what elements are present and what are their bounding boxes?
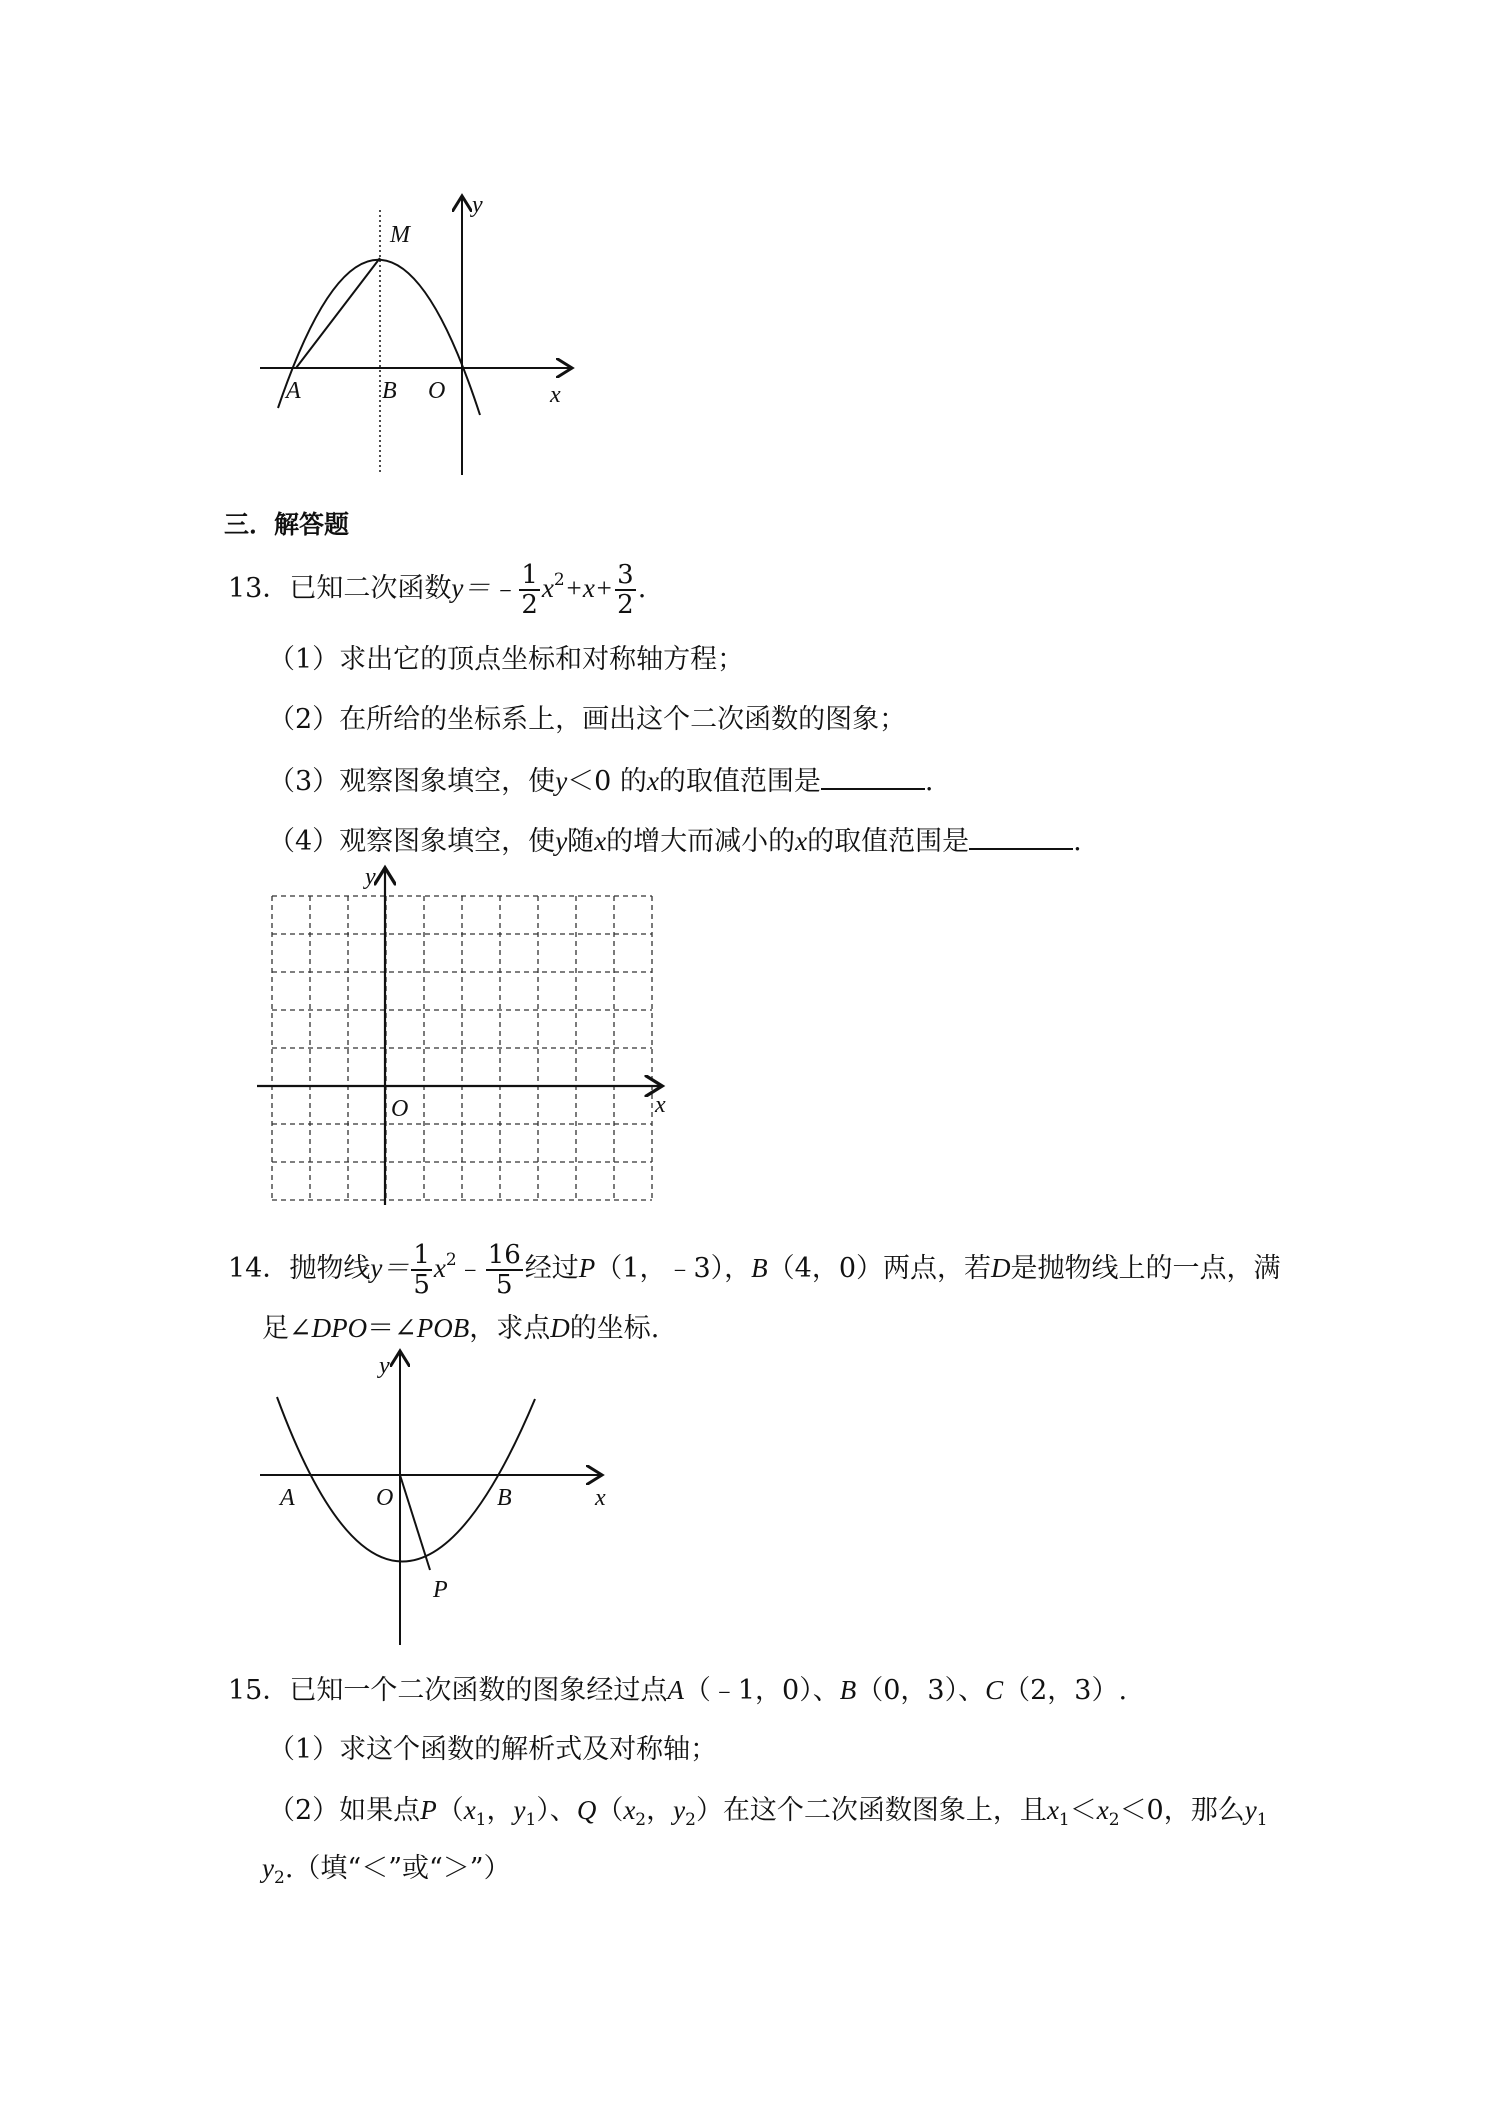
- q15-a: A: [667, 1675, 684, 1705]
- q14-line2-b: ＝∠: [367, 1313, 417, 1344]
- q14-b: B: [751, 1253, 768, 1283]
- q15-cx1-sub: 1: [1058, 1810, 1070, 1830]
- q15-a-coord: （﹣1，0）、: [683, 1675, 840, 1706]
- q13-part4-blank[interactable]: [969, 820, 1073, 850]
- q14-figure: [255, 1345, 625, 1650]
- q15-lt1: ＜: [1069, 1795, 1097, 1826]
- q15-part1: （1）求这个函数的解析式及对称轴；: [268, 1734, 718, 1765]
- segment-am: [296, 258, 380, 368]
- q14-segment-op: [400, 1475, 430, 1570]
- q14-pob: POB: [416, 1313, 470, 1343]
- q14-d: D: [991, 1253, 1011, 1283]
- q13-stem-text: 已知二次函数: [289, 573, 452, 604]
- grid-dashed-lines: [272, 896, 652, 1200]
- q13-term-x: x: [541, 573, 554, 603]
- label-a: A: [286, 378, 301, 404]
- label-b: B: [382, 378, 397, 404]
- q13-part4-end: .: [1073, 826, 1082, 857]
- q14-label-b: B: [497, 1485, 512, 1511]
- q15-line2: [262, 1848, 511, 1898]
- q15-line1: [228, 1670, 1127, 1711]
- q14-label-o: O: [376, 1485, 394, 1511]
- q14-line1: [228, 1240, 1281, 1299]
- q13-part4-x2: x: [795, 826, 808, 856]
- q15-line2-rest: .（填“＜”或“＞”）: [284, 1853, 511, 1884]
- label-x: x: [550, 382, 561, 408]
- q13-part4-d: 的取值范围是: [807, 826, 970, 857]
- q13-part4-b: 随: [567, 826, 595, 857]
- q15-lt2: ＜0，那么: [1119, 1795, 1245, 1826]
- q13-part3-a: （3）观察图象填空，使: [268, 766, 556, 797]
- q15-y1: y: [513, 1795, 526, 1825]
- q15-b-coord: （0，3）、: [856, 1675, 986, 1706]
- q15-line2-y: y: [262, 1853, 274, 1883]
- q13-end: .: [637, 573, 647, 604]
- q15-stem-a: 已知一个二次函数的图象经过点: [289, 1675, 668, 1706]
- q15-cx2: x: [1096, 1795, 1109, 1825]
- q15-part2-b: （: [436, 1795, 464, 1826]
- q14-term-sup: 2: [445, 1250, 457, 1270]
- q15-c-coord: （2，3）.: [1003, 1675, 1128, 1706]
- q15-y2-sub: 2: [685, 1810, 696, 1830]
- q13-frac-2-den: 2: [617, 589, 634, 620]
- label-m: M: [390, 222, 410, 248]
- q14-line2-d: 的坐标.: [569, 1313, 660, 1344]
- q13-part4-a: （4）观察图象填空，使: [268, 826, 556, 857]
- q14-p: P: [578, 1253, 596, 1283]
- q15-ry1-sub: 1: [1256, 1810, 1268, 1830]
- q15-part2-c: ）、: [536, 1795, 577, 1826]
- q14-p-coord: （1，﹣3），: [595, 1253, 752, 1284]
- q14-label-y: y: [379, 1353, 390, 1379]
- q15-part2: [268, 1790, 1268, 1840]
- q15-p: P: [420, 1795, 437, 1825]
- q14-frac-1-den: 5: [413, 1269, 430, 1300]
- q13-frac-2: [615, 561, 636, 619]
- q13-part4-c: 的增大而减小的: [606, 826, 796, 857]
- q15-y2: y: [673, 1795, 686, 1825]
- q15-q: Q: [576, 1795, 597, 1825]
- q13-term-sup: 2: [553, 570, 565, 590]
- q13-part4-x: x: [594, 826, 607, 856]
- q15-x1-sub: 1: [475, 1810, 487, 1830]
- q13-stem: [228, 560, 646, 619]
- q14-stem-c: 是抛物线上的一点，满: [1010, 1253, 1281, 1284]
- q15-x2-sub: 2: [635, 1810, 647, 1830]
- q14-stem-a: 抛物线: [289, 1253, 371, 1284]
- q14-stem-b: 经过: [524, 1253, 579, 1284]
- q13-part3: [268, 760, 934, 802]
- q15-part2-a: （2）如果点: [268, 1795, 421, 1826]
- q14-d2: D: [550, 1313, 570, 1343]
- q15-cx1: x: [1046, 1795, 1059, 1825]
- q14-frac-2-num: 16: [487, 1239, 521, 1270]
- q13-part3-y: y: [555, 766, 568, 796]
- q15-line2-sub: 2: [273, 1868, 285, 1888]
- q15-part2-e: ）在这个二次函数图象上，且: [695, 1795, 1047, 1826]
- q14-frac-1: [411, 1241, 432, 1299]
- q14-line2: [262, 1308, 659, 1349]
- grid-label-y: y: [365, 864, 376, 890]
- q13-coordinate-grid: [255, 860, 675, 1210]
- q14-b-coord: （4，0）两点，若: [767, 1253, 992, 1284]
- q14-minus: ﹣: [456, 1253, 484, 1284]
- q15-ry1: y: [1244, 1795, 1257, 1825]
- q13-term-rest: +x+: [564, 573, 614, 603]
- q15-comma1: ，: [486, 1795, 514, 1826]
- q13-part1: （1）求出它的顶点坐标和对称轴方程；: [268, 644, 745, 675]
- q14-label-a: A: [280, 1485, 295, 1511]
- parabola-curve: [278, 260, 480, 415]
- q15-number: 15．: [228, 1675, 290, 1706]
- grid-label-x: x: [655, 1092, 666, 1118]
- q14-line2-a: 足∠: [262, 1313, 312, 1344]
- grid-label-o: O: [391, 1096, 409, 1122]
- section-title: 三．解答题: [224, 510, 350, 539]
- q14-label-x: x: [595, 1485, 606, 1511]
- q13-part4: [268, 820, 1082, 862]
- q13-part4-y: y: [555, 826, 568, 856]
- q14-frac-2: [486, 1241, 523, 1299]
- q13-frac-1-den: 2: [521, 589, 538, 620]
- q15-b: B: [839, 1675, 857, 1705]
- q13-part2: （2）在所给的坐标系上，画出这个二次函数的图象；: [268, 704, 907, 735]
- label-o: O: [428, 378, 446, 404]
- q13-part3-b: ＜0 的: [567, 766, 647, 797]
- q14-frac-1-num: 1: [413, 1239, 430, 1270]
- q13-frac-2-num: 3: [617, 559, 634, 590]
- q14-parabola: [277, 1397, 535, 1562]
- q13-part3-blank[interactable]: [821, 760, 925, 790]
- q14-number: 14．: [228, 1253, 290, 1284]
- label-y: y: [472, 192, 483, 218]
- q15-x1: x: [463, 1795, 476, 1825]
- q14-line2-c: ，求点: [469, 1313, 551, 1344]
- q13-frac-1-num: 1: [521, 559, 538, 590]
- q13-part3-end: .: [924, 766, 934, 797]
- q15-comma2: ，: [646, 1795, 674, 1826]
- q14-dpo: DPO: [311, 1313, 368, 1343]
- q13-part3-c: 的取值范围是: [658, 766, 821, 797]
- q13-part3-x: x: [646, 766, 659, 796]
- q15-x2: x: [623, 1795, 636, 1825]
- figure-parabola-vertex-m: [250, 190, 590, 480]
- q15-c: C: [985, 1675, 1004, 1705]
- q14-frac-2-den: 5: [495, 1269, 513, 1300]
- q14-label-p: P: [433, 1577, 448, 1603]
- q14-eq-y: y＝: [370, 1253, 410, 1283]
- q14-term-x: x: [433, 1253, 446, 1283]
- q15-y1-sub: 1: [525, 1810, 537, 1830]
- q15-part2-d: （: [596, 1795, 624, 1826]
- q13-eq-lhs: y＝﹣: [451, 573, 518, 603]
- q13-number: 13．: [228, 573, 290, 604]
- q13-frac-1: [519, 561, 540, 619]
- q15-cx2-sub: 2: [1108, 1810, 1120, 1830]
